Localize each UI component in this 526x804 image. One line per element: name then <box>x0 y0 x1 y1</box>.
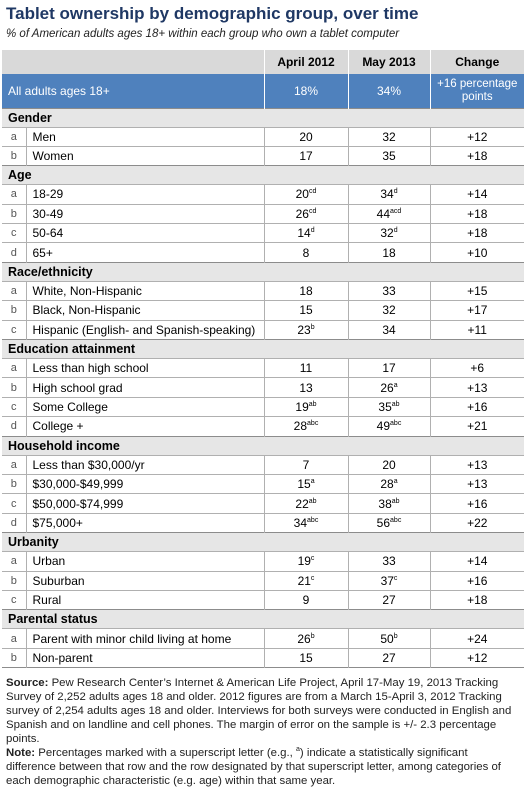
value-change: +15 <box>467 284 488 299</box>
value-number: 13 <box>299 380 313 395</box>
value-number: 11 <box>299 361 313 376</box>
row-letter: b <box>2 378 26 397</box>
table-row <box>2 455 524 474</box>
value-2013 <box>348 397 430 416</box>
value-number: 28 <box>380 477 394 492</box>
table-row <box>2 378 524 397</box>
note-text-after: ) indicate a statistically significant difference between that row and the row designated by that superscript letter, among categories of each demographic characteristic (e.g. age) within that same year. <box>6 747 501 787</box>
value-number: 44 <box>376 206 391 221</box>
value-2013 <box>348 590 430 609</box>
significance-superscript: cd <box>308 207 317 215</box>
header-april-2012: April 2012 <box>264 50 348 74</box>
value-number: 35 <box>382 149 396 164</box>
section-title: Education attainment <box>8 342 136 357</box>
value-change: +18 <box>467 206 488 221</box>
value-number: 37 <box>380 573 394 588</box>
value-change: +13 <box>467 477 488 492</box>
value-number: 7 <box>302 457 310 472</box>
row-letter: b <box>2 204 26 223</box>
table-row <box>2 281 524 300</box>
value-2013 <box>348 629 430 648</box>
significance-superscript: b <box>393 632 398 640</box>
table-row <box>2 513 524 532</box>
value-change: +13 <box>467 380 488 395</box>
table-row <box>2 146 524 165</box>
value-2012 <box>264 474 348 493</box>
table-row <box>2 552 524 571</box>
row-label: College + <box>26 417 264 436</box>
row-label: Hispanic (English- and Spanish-speaking) <box>26 320 264 339</box>
table-row <box>2 571 524 590</box>
value-change: +16 <box>467 399 488 414</box>
significance-superscript: a <box>393 381 398 389</box>
value-2012 <box>264 243 348 262</box>
significance-superscript: c <box>393 574 398 582</box>
value-2013 <box>348 648 430 667</box>
source-note <box>6 676 520 746</box>
value-number: 38 <box>378 496 392 511</box>
value-2012 <box>264 320 348 339</box>
value-number: 34 <box>380 187 394 202</box>
significance-superscript: ab <box>391 400 400 408</box>
value-2012 <box>264 629 348 648</box>
significance-superscript: d <box>393 227 398 235</box>
source-text: Pew Research Center’s Internet & American Life Project, April 17-May 19, 2013 Tracking Survey of 2,252 adults ages 18 and older. 2012 figures are from a March 15-April 3, 2012 Tracking survey of 2,254 adults ages 18 and older. Interviews for both surveys were conducted in English and Spanish and on landline and cell phones. The margin of error on the sample is +/- 2.3 percentage points. <box>6 677 512 745</box>
row-label: 30-49 <box>26 204 264 223</box>
table-row <box>2 127 524 146</box>
table-row <box>2 590 524 609</box>
all-adults-2012: 18% <box>264 74 348 108</box>
value-2012 <box>264 513 348 532</box>
value-number: 20 <box>299 129 313 144</box>
value-2012 <box>264 552 348 571</box>
table-row <box>2 185 524 204</box>
value-2013 <box>348 474 430 493</box>
value-number: 33 <box>382 284 396 299</box>
value-change: +14 <box>467 187 488 202</box>
significance-superscript: abc <box>307 516 319 524</box>
section-title: Race/ethnicity <box>8 264 93 279</box>
value-2013 <box>348 224 430 243</box>
value-number: 34 <box>382 322 396 337</box>
value-2013 <box>348 127 430 146</box>
row-letter: b <box>2 571 26 590</box>
row-letter: a <box>2 127 26 146</box>
value-number: 22 <box>295 496 309 511</box>
section-title: Household income <box>8 438 120 453</box>
value-change: +10 <box>467 245 488 260</box>
footnote <box>6 746 520 788</box>
value-number: 19 <box>297 554 311 569</box>
table-row <box>2 243 524 262</box>
value-number: 27 <box>382 650 396 665</box>
value-number: 17 <box>299 149 313 164</box>
row-label: Urban <box>26 552 264 571</box>
value-2012 <box>264 378 348 397</box>
significance-superscript: ab <box>308 400 317 408</box>
row-label: Less than $30,000/yr <box>26 455 264 474</box>
table-row <box>2 320 524 339</box>
section-header <box>2 533 524 552</box>
section-header <box>2 166 524 185</box>
note-sup: a <box>295 746 300 753</box>
row-letter: a <box>2 552 26 571</box>
all-adults-label: All adults ages 18+ <box>2 74 264 108</box>
row-label: Less than high school <box>26 359 264 378</box>
section-title: Age <box>8 168 32 183</box>
value-2013 <box>348 301 430 320</box>
value-2013 <box>348 455 430 474</box>
value-number: 28 <box>293 419 308 434</box>
value-number: 8 <box>302 245 310 260</box>
row-letter: c <box>2 320 26 339</box>
value-2012 <box>264 648 348 667</box>
value-number: 21 <box>297 573 311 588</box>
value-number: 18 <box>299 284 313 299</box>
header-change: Change <box>455 55 500 69</box>
value-number: 26 <box>297 631 311 646</box>
row-label: Women <box>26 146 264 165</box>
data-table <box>2 50 524 668</box>
value-change: +6 <box>470 361 485 376</box>
value-2013 <box>348 359 430 378</box>
significance-superscript: d <box>393 188 398 196</box>
significance-superscript: ab <box>391 497 400 505</box>
value-change: +21 <box>467 419 488 434</box>
row-letter: a <box>2 629 26 648</box>
row-letter: d <box>2 513 26 532</box>
note-text-before: Percentages marked with a superscript letter (e.g., <box>35 747 296 759</box>
section-title: Parental status <box>8 612 98 627</box>
value-change: +13 <box>467 457 488 472</box>
value-change: +12 <box>467 129 488 144</box>
value-number: 49 <box>376 419 391 434</box>
page-title: Tablet ownership by demographic group, over time <box>6 4 419 23</box>
row-label: 65+ <box>26 243 264 262</box>
value-number: 56 <box>376 515 391 530</box>
significance-superscript: a <box>393 478 398 486</box>
table-row <box>2 629 524 648</box>
section-header <box>2 262 524 281</box>
source-lead: Source: <box>6 677 49 689</box>
value-number: 32 <box>382 129 396 144</box>
value-2013 <box>348 204 430 223</box>
table-row <box>2 474 524 493</box>
value-number: 19 <box>295 399 309 414</box>
value-2012 <box>264 224 348 243</box>
row-label: Suburban <box>26 571 264 590</box>
significance-superscript: abc <box>390 420 402 428</box>
row-label: 18-29 <box>26 185 264 204</box>
value-number: 34 <box>293 515 308 530</box>
value-number: 26 <box>295 206 309 221</box>
value-number: 27 <box>382 593 396 608</box>
significance-superscript: c <box>310 555 315 563</box>
significance-superscript: acd <box>390 207 402 215</box>
value-number: 32 <box>382 303 396 318</box>
row-letter: a <box>2 359 26 378</box>
value-2012 <box>264 571 348 590</box>
row-letter: c <box>2 494 26 513</box>
value-number: 50 <box>380 631 394 646</box>
value-2013 <box>348 243 430 262</box>
value-change: +18 <box>467 226 488 241</box>
value-number: 15 <box>297 477 311 492</box>
row-letter: b <box>2 146 26 165</box>
table-row <box>2 417 524 436</box>
value-number: 23 <box>297 322 311 337</box>
value-number: 20 <box>382 457 396 472</box>
significance-superscript: abc <box>390 516 402 524</box>
header-blank <box>2 50 264 74</box>
value-2013 <box>348 417 430 436</box>
value-2013 <box>348 494 430 513</box>
value-2013 <box>348 552 430 571</box>
row-letter: c <box>2 397 26 416</box>
value-change: +18 <box>467 593 488 608</box>
value-2013 <box>348 185 430 204</box>
value-number: 32 <box>380 226 394 241</box>
significance-superscript: a <box>310 478 315 486</box>
table-header-row <box>2 50 524 74</box>
value-2012 <box>264 146 348 165</box>
row-label: Men <box>26 127 264 146</box>
value-number: 26 <box>380 380 394 395</box>
row-label: Black, Non-Hispanic <box>26 301 264 320</box>
header-may-2013: May 2013 <box>348 50 430 74</box>
row-letter: a <box>2 185 26 204</box>
all-adults-change <box>430 74 524 108</box>
value-2013 <box>348 378 430 397</box>
value-2012 <box>264 185 348 204</box>
value-2012 <box>264 494 348 513</box>
value-number: 15 <box>299 650 313 665</box>
value-2013 <box>348 513 430 532</box>
row-label: High school grad <box>26 378 264 397</box>
value-2013 <box>348 320 430 339</box>
row-letter: c <box>2 224 26 243</box>
note-lead: Note: <box>6 747 36 759</box>
section-header <box>2 340 524 359</box>
significance-superscript: d <box>310 227 315 235</box>
value-number: 18 <box>382 245 396 260</box>
table-body <box>2 108 524 668</box>
row-label: Rural <box>26 590 264 609</box>
section-title: Gender <box>8 110 52 125</box>
row-label: 50-64 <box>26 224 264 243</box>
value-2012 <box>264 301 348 320</box>
row-letter: d <box>2 243 26 262</box>
value-2013 <box>348 281 430 300</box>
all-adults-change-line1: +16 percentage <box>437 77 518 90</box>
row-letter: d <box>2 417 26 436</box>
value-change: +16 <box>467 496 488 511</box>
significance-superscript: ab <box>308 497 317 505</box>
value-change: +12 <box>467 650 488 665</box>
value-2012 <box>264 455 348 474</box>
row-letter: b <box>2 474 26 493</box>
table-row <box>2 648 524 667</box>
table-row <box>2 397 524 416</box>
value-2012 <box>264 281 348 300</box>
row-letter: a <box>2 281 26 300</box>
value-number: 17 <box>382 361 396 376</box>
table-row <box>2 204 524 223</box>
table-row <box>2 494 524 513</box>
row-label: Parent with minor child living at home <box>26 629 264 648</box>
row-letter: a <box>2 455 26 474</box>
row-letter: b <box>2 648 26 667</box>
value-2012 <box>264 127 348 146</box>
value-number: 14 <box>297 226 311 241</box>
value-change: +22 <box>467 515 488 530</box>
value-number: 20 <box>295 187 309 202</box>
value-number: 33 <box>382 554 396 569</box>
value-2012 <box>264 397 348 416</box>
row-label: Non-parent <box>26 648 264 667</box>
section-title: Urbanity <box>8 535 59 550</box>
value-change: +14 <box>467 554 488 569</box>
value-number: 9 <box>302 593 310 608</box>
value-2012 <box>264 417 348 436</box>
value-number: 15 <box>299 303 313 318</box>
all-adults-row <box>2 74 524 108</box>
value-change: +18 <box>467 149 488 164</box>
all-adults-2013: 34% <box>348 74 430 108</box>
value-2012 <box>264 590 348 609</box>
section-header <box>2 436 524 455</box>
value-2012 <box>264 359 348 378</box>
significance-superscript: cd <box>308 188 317 196</box>
row-label: $30,000-$49,999 <box>26 474 264 493</box>
table-row <box>2 224 524 243</box>
row-label: White, Non-Hispanic <box>26 281 264 300</box>
value-change: +11 <box>467 322 487 337</box>
value-2012 <box>264 204 348 223</box>
significance-superscript: b <box>310 632 315 640</box>
table-row <box>2 301 524 320</box>
value-change: +16 <box>467 573 488 588</box>
row-label: $75,000+ <box>26 513 264 532</box>
value-2013 <box>348 146 430 165</box>
section-header <box>2 610 524 629</box>
row-letter: c <box>2 590 26 609</box>
all-adults-change-line2: points <box>461 90 493 103</box>
value-number: 35 <box>378 399 392 414</box>
row-label: $50,000-$74,999 <box>26 494 264 513</box>
row-label: Some College <box>26 397 264 416</box>
value-change: +24 <box>467 631 488 646</box>
value-change: +17 <box>467 303 488 318</box>
significance-superscript: c <box>310 574 315 582</box>
significance-superscript: abc <box>307 420 319 428</box>
section-header <box>2 108 524 127</box>
row-letter: b <box>2 301 26 320</box>
page-subtitle: % of American adults ages 18+ within each group who own a tablet computer <box>6 28 400 40</box>
table-row <box>2 359 524 378</box>
significance-superscript: b <box>310 323 315 331</box>
value-2013 <box>348 571 430 590</box>
